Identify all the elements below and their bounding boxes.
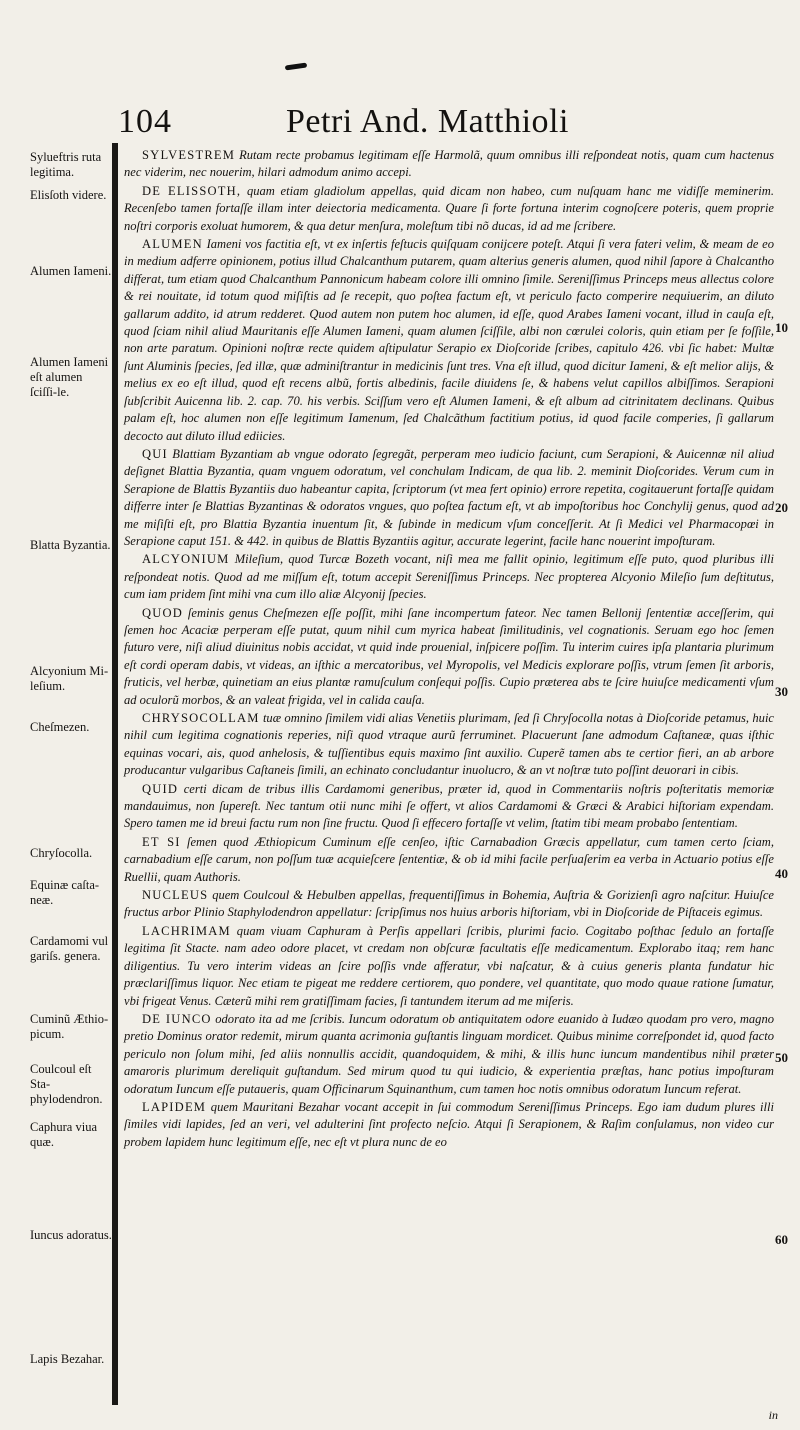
lead-word: CHRYSOCOLLAM bbox=[142, 711, 260, 725]
lead-word: ET SI bbox=[142, 834, 181, 849]
lead-word: NUCLEUS bbox=[142, 888, 209, 903]
line-number: 60 bbox=[775, 1232, 788, 1247]
paragraph bbox=[124, 923, 774, 1010]
paragraph-text: quem Mauritani Bezahar vocant accepit in ſui commodum Sereniſſimus Princeps. Ego iam dudum plures illi ſimiles vidi lapides, ſed an veri, vel adulterini ſint profecto neſcio. Atqui ſi Serapionem, & Raſim conſulamus, non video cur probem lapidem hunc legitimum eſſe, nec eſt vt plura nunc de eo bbox=[124, 1099, 774, 1149]
paragraph bbox=[124, 446, 774, 550]
paragraph-text: quam viuam Caphuram à Perſis appellari ſcribis, plurimi facio. Cogitabo poſthac ſedulo an fortaſſe legitima ſit Stacte. nam adeo odore placet, vt credam non obſcuræ facultatis eſſe medicamentum. Explorabo itaq; rem hanc diligentius. Tu vero interim videas an ſcire poſſis vnde afferatur, vbi naſcatur, & à cuius generis planta fundatur hic præclariſſimus liquor. Nec etiam te pigeat me reddere certiorem, quo pondere, vel quantitate, quo modo quaue ratione ſumatur, vbi frigeat Venus. Cæterũ mihi rem gratiſſimam facies, ſi tantundem iterum ad me miſeris. bbox=[124, 923, 774, 1008]
paragraph bbox=[124, 834, 774, 886]
paragraph bbox=[124, 781, 774, 833]
ink-mark bbox=[285, 62, 307, 70]
line-number: 50 bbox=[775, 1050, 788, 1065]
main-text bbox=[124, 147, 774, 1152]
line-number: 20 bbox=[775, 500, 788, 515]
paragraph bbox=[124, 1011, 774, 1098]
paragraph-text: quam etiam gladiolum appellas, quid dicam non habeo, cum nuſquam hanc me vidiſſe meminerim. Recenſebo tamen fortaſſe illam inter deiectoria medicamenta. Quare ſi forte fortuna interim cognoſcere poteris, quem proprie noſtri corporis exoluat humorem, & qua detur menſura, moleſtum tibi nõ ducas, id ad me ſcribere. bbox=[124, 183, 774, 233]
margin-note: Sylueftris ruta legitima. bbox=[30, 150, 102, 179]
paragraph bbox=[124, 236, 774, 445]
lead-word: LACHRIMAM bbox=[142, 923, 231, 938]
lead-word: QUID bbox=[142, 781, 179, 796]
running-head: Petri And. Matthioli bbox=[286, 103, 569, 140]
lead-word: LAPIDEM bbox=[142, 1099, 207, 1114]
paragraph-text: ſemen quod Æthiopicum Cuminum eſſe cenſeo, iſtic Carnabadion Græcis appellatur, cum tamen certo ſciam, carnabadium eſſe carum, non poſſum tuæ acquieſcere ſententiæ, & ob id mihi facile perſuaſerim ea verba in Actuario potius eſſe Ruellii, quam Authoris. bbox=[124, 834, 774, 884]
line-number: 40 bbox=[775, 866, 788, 881]
lead-word: QUI bbox=[142, 446, 168, 461]
paragraph-text: certi dicam de tribus illis Cardamomi generibus, præter id, quod in Commentariis noſtris poſteritatis memoriæ mandauimus, non ſupereſt. Nec tantum otii nunc mihi ſe offert, vt alios Cardamomi & Græci & Arabici hiſtoriam expendam. Spero tamen me id breui factu rum non ſine fructu. Quod ſi effecero fortaſſe vt velim, ſtatim tibi meam probabo ſententiam. bbox=[124, 781, 774, 831]
line-number: 10 bbox=[775, 320, 788, 335]
margin-rule bbox=[112, 143, 118, 1405]
margin-note: Equinæ caſta-neæ. bbox=[30, 878, 100, 907]
lead-word: QUOD bbox=[142, 605, 184, 620]
paragraph bbox=[124, 605, 774, 709]
margin-note: Cuminũ Æthio-picum. bbox=[30, 1012, 109, 1041]
paragraph-text: Mileſium, quod Turcæ Bozeth vocant, niſi mea me fallit opinio, legitimum eſſe puto, quod pluribus illi reſpondeat notis. Quod ad me miſſum eſt, totum accepit Sereniſſimus Princeps. Nec propterea Alcyonio Mileſio ſum deſtitutus, cum iam pridem ſint mihi vna cum illo aliæ Alcyonij ſpecies. bbox=[124, 552, 774, 602]
margin-note: Caphura viua quæ. bbox=[30, 1120, 97, 1149]
paragraph bbox=[124, 1099, 774, 1151]
margin-note: Coulcoul eſt Sta-phylodendron. bbox=[30, 1062, 103, 1106]
lead-word: DE ELISSOTH, bbox=[142, 183, 242, 198]
paragraph bbox=[124, 183, 774, 235]
margin-note: Alumen Iameni eſt alumen ſciſſi-le. bbox=[30, 355, 109, 399]
paragraph-text: odorato ita ad me ſcribis. Iuncum odoratum ob antiquitatem odore euanido à Iudæo quodam pro vero, magno pretio Dominus orator redemit, mirum quanta acrimonia guſtantis linguam mordicet. Quibus minime correſpondet id, quod facto periculo non ſolum mihi, ſed aliis nonnullis accidit, quandoquidem, & mihi, & illis hunc iuncum mandentibus nihil præter amaroris plurimum dereliquit guſtandum. Sed mirum quod tu qui iudicio, & experientia præſtas, hanc potius impoſturam odoratum Iuncum eſſe putaueris, quam Officinarum Squinanthum, cum tamen hoc notis omnibus odoratum Iuncum referat. bbox=[124, 1011, 774, 1096]
margin-note: Elisſoth videre. bbox=[30, 188, 107, 202]
margin-note: Lapis Bezahar. bbox=[30, 1352, 105, 1366]
paragraph-text: Blattiam Byzantiam ab vngue odorato ſegregãt, perperam meo iudicio faciunt, cum Serapioni, & Auicennæ nil aliud deſignet Blattia Byzantia, quam vnguem odoratum, vel conchulam Indicam, de qua lib. 2. meminit Dioſcorides. Verum cum in Serapione de Blattis Byzantiis duo habeantur capita, ſcriptorum (vt mea fert opinio) errore repetita, cogitauerunt fortaſſe quidam differre inter ſe Blattias Byzantinas & odoratos vngues, quo poſtea factum eſt, vt ab impoſtoribus hoc Conchylij genus, quod ad me miſiſti eſt, pro Blattia Byzantia inuentum ſit, & ſubinde in medicum vſum conceſſerit. At ſi Medici vel Pharmacopœi in Serapione caput 151. & 442. in quibus de Blattis Byzantiis agitur, accurate legerint, facile hanc nouerint impoſturam. bbox=[124, 446, 774, 548]
margin-note: Cheſmezen. bbox=[30, 720, 90, 734]
paragraph bbox=[124, 551, 774, 603]
margin-note: Alcyonium Mi-leſium. bbox=[30, 664, 109, 693]
paragraph-text: Rutam recte probamus legitimam eſſe Harmolã, quum omnibus illi reſpondeat notis, quam cum hactenus nec viderim, nec nouerim, hilari admodum animo accepi. bbox=[124, 148, 774, 180]
lead-word: ALUMEN bbox=[142, 237, 203, 252]
margin-note: Iuncus adoratus. bbox=[30, 1228, 112, 1242]
page-number: 104 bbox=[118, 103, 172, 140]
paragraph bbox=[124, 147, 774, 182]
margin-note: Blatta Byzantia. bbox=[30, 538, 111, 552]
margin-note: Alumen Iameni. bbox=[30, 264, 112, 278]
paragraph bbox=[124, 710, 774, 780]
margin-note: Cardamomi vul gariſs. genera. bbox=[30, 934, 109, 963]
line-number: 30 bbox=[775, 684, 788, 699]
paragraph-text: ſeminis genus Cheſmezen eſſe poſſit, mihi ſane incompertum fateor. Nec tamen Bellonij ſententiæ acceſſerim, qui ſemen hoc Acaciæ perperam eſſe putat, quum nihil cum myrica habeat ſimilitudinis, vel cognationis. Seruam ego hoc ſemen futuro vere, niſi aliud diuinitus nobis accidat, vt quid inde prouenial, inſpicere poſſim. Tu interim cuires ipſa plantaria plurimum eſt cordi operam dabis, vt videas, an iſthic a mercatoribus, vel Myropolis, vel Medicis explorare poſſis, vtrum ſemen ſit arboris, fruticis, vel herbæ, quinetiam an eius plantæ ramuſculum conſequi poſſis. Cupio præterea abs te ſcire huiuſce medicamenti vſum ad oculorũ morbos, & an valeat frigida, vel in calida cauſa. bbox=[124, 605, 774, 707]
paragraph-text: tuæ omnino ſimilem vidi alias Venetiis plurimam, ſed ſi Chryſocolla notas à Dioſcoride petamus, huic nihil cum legitima cognationis reperies, niſi quod vtraque aurũ ferruminet. Placuerunt ſane admodum Caſtaneæ, quas iſthic equinas vocari, ais, quod anhelosis, & tuſſientibus equis maximo ſint auxilio. Cuperẽ tamen abs te certior fieri, an ab arbore producantur vulgaribus Caſtaneis ſimili, an echinato concludantur inuolucro, & an vt noſtræ tuto poſſint deuorari in cibis. bbox=[124, 711, 774, 778]
paragraph-text: Iameni vos factitia eſt, vt ex inſertis feſtucis quiſquam conijcere poteſt. Atqui ſi vera fateri velim, & meam de eo in medium adferre opinionem, potius illud Chalcanthum putarem, quam alterius generis alumen, quod nihil ſapore à Chalcantho differat, tum etiam quod Chalcanthum Pannonicum habeam colore illi omnino ſimile. Sereniſſimus Princeps meus allectus colore & rei nouitate, id totum quod miſiſtis ad ſe recepit, quo poſtea factum eſt, vt periculo facto comperire nequiuerim, an diluto gallarum addito, id atrum redderet. Quod autem non putem hoc alumen, id eſſe, quod Arabes Iameni vocant, illud in cauſa eſt, quod ſciam nihil aliud Mauritanis eſſe Alumen Iameni, quam alumen ſciſſile, albi non cœrulei coloris, quin etiam per ſe foſſile, non arte paratum. Opinioni noſtræ recte quidem aſtipulatur Serapio ex Dioſcoride ſcribes, capitulo 426. vbi ſic habet: Multæ ſunt Aluminis ſpecies, ſed illæ, quæ adminiſtrantur in medicinis ſunt tres. Vna eſt illud, quod dicitur Iameni, & eſt melior alijs, & melius ex eo eſt illud, quod eſt recens albũ, fortis albedinis, facile diuidens ſe, & habens velut capillos albiſſimos. Serapioni ſubſcribit Auicenna lib. 2. cap. 70. his verbis. Sciſſum vero eſt Alumen Iameni, & eſt album ad citrinitatem declinans. Quibus palam eſt, hoc alumen non eſſe legitimum Iamenum, ſed Chalcãthum factitium potius, id quod facile comperies, ſi gallarum decocto aut diluto illud ediicies. bbox=[124, 237, 774, 443]
paragraph bbox=[124, 887, 774, 922]
lead-word: ALCYONIUM bbox=[142, 552, 230, 567]
paragraph-text: quem Coulcoul & Hebulben appellas, frequentiſſimus in Bohemia, Auſtria & Gorizienſi agro naſcitur. Huiuſce fructus arbor Plinio Staphylodendron appellatur: ſcripſimus nos huius arboris hiſtoriam, vbi in Dioſcoride de Piſtaceis egimus. bbox=[124, 888, 774, 920]
margin-note: Chryſocolla. bbox=[30, 846, 93, 860]
lead-word: SYLVESTREM bbox=[142, 148, 236, 162]
catchword: in bbox=[768, 1408, 778, 1422]
lead-word: DE IUNCO bbox=[142, 1011, 212, 1026]
